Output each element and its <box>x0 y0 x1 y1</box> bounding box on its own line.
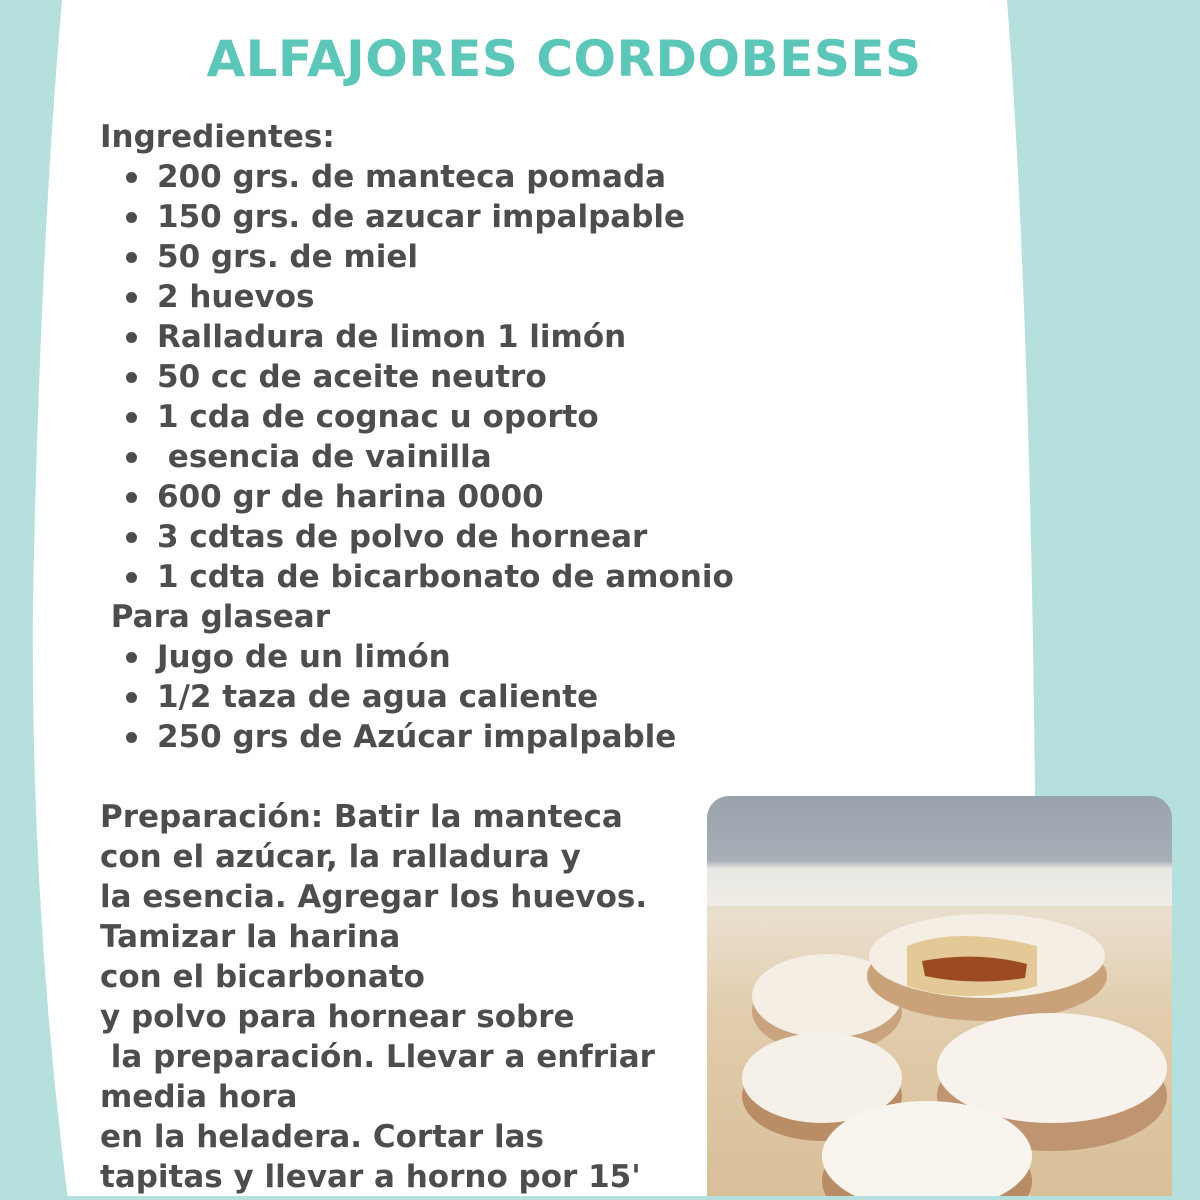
ingredient-item: 150 grs. de azucar impalpable <box>100 197 740 237</box>
glaze-item: 1/2 taza de agua caliente <box>100 677 740 717</box>
ingredient-item: esencia de vainilla <box>100 437 740 477</box>
glaze-item: Jugo de un limón <box>100 637 740 677</box>
preparation-line: tapitas y llevar a horno por 15' <box>100 1159 641 1195</box>
glaze-list <box>100 637 740 757</box>
glaze-item: 250 grs de Azúcar impalpable <box>100 717 740 757</box>
preparation-line: Preparación: Batir la manteca <box>100 799 623 835</box>
ingredient-item: Ralladura de limon 1 limón <box>100 317 740 357</box>
ingredient-item: 2 huevos <box>100 277 740 317</box>
preparation-line: en la heladera. Cortar las <box>100 1119 545 1155</box>
alfajores-photo <box>707 796 1172 1200</box>
recipe-title: ALFAJORES CORDOBESES <box>206 30 922 88</box>
ingredients-section <box>100 117 740 757</box>
ingredient-item: 600 gr de harina 0000 <box>100 477 740 517</box>
ingredient-item: 200 grs. de manteca pomada <box>100 157 740 197</box>
preparation-line: con el bicarbonato <box>100 959 425 995</box>
preparation-line: la esencia. Agregar los huevos. <box>100 879 648 915</box>
ingredients-label: Ingredientes: <box>100 119 335 155</box>
ingredient-item: 50 grs. de miel <box>100 237 740 277</box>
glaze-label: Para glasear <box>100 599 331 635</box>
preparation-line: la preparación. Llevar a enfriar <box>100 1039 655 1075</box>
ingredient-item: 1 cda de cognac u oporto <box>100 397 740 437</box>
preparation-line: Tamizar la harina <box>100 919 401 955</box>
ingredients-list <box>100 157 740 597</box>
preparation-section <box>100 797 700 1197</box>
alfajores-illustration <box>707 796 1172 1200</box>
ingredient-item: 1 cdta de bicarbonato de amonio <box>100 557 740 597</box>
ingredient-item: 50 cc de aceite neutro <box>100 357 740 397</box>
preparation-line: con el azúcar, la ralladura y <box>100 839 581 875</box>
ingredient-item: 3 cdtas de polvo de hornear <box>100 517 740 557</box>
preparation-line: media hora <box>100 1079 298 1115</box>
bottom-teal-strip <box>0 1196 1200 1200</box>
preparation-line: y polvo para hornear sobre <box>100 999 575 1035</box>
